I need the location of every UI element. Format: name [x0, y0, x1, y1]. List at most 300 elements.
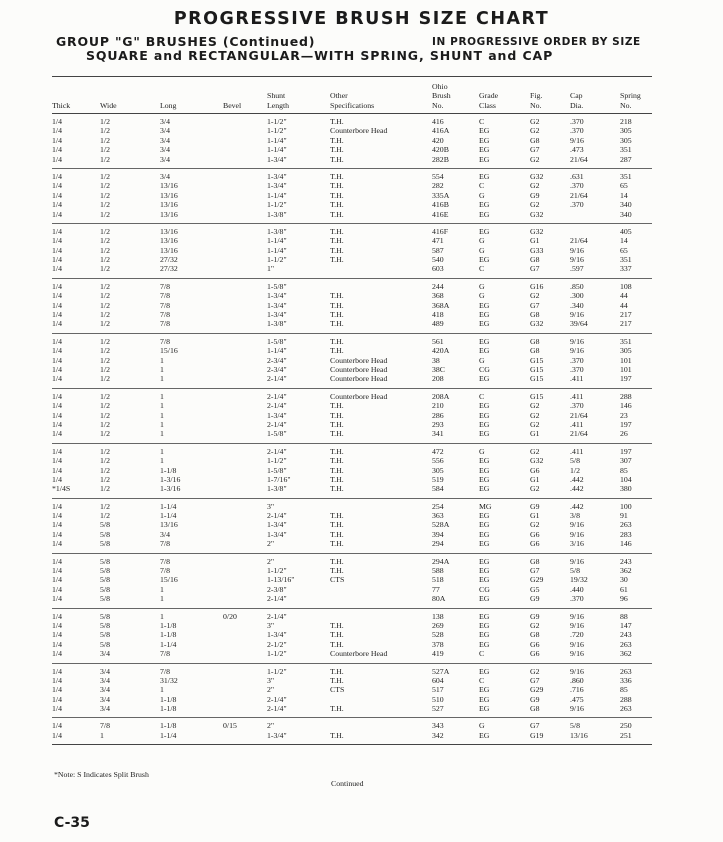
- table-row: [52, 172, 652, 181]
- table-cell: 13/16: [160, 209, 178, 219]
- table-cell: 1/4: [52, 135, 62, 145]
- table-cell: 1/4: [52, 539, 62, 549]
- table-cell: 263: [620, 520, 632, 530]
- table-cell: 368A: [432, 300, 450, 310]
- table-cell: 1/4: [52, 226, 62, 236]
- table-cell: 101: [620, 355, 632, 365]
- table-cell: T.H.: [330, 336, 344, 346]
- table-cell: EG: [479, 594, 490, 604]
- table-cell: T.H.: [330, 245, 344, 255]
- table-cell: 146: [620, 401, 632, 411]
- table-row: [52, 346, 652, 355]
- table-cell: T.H.: [330, 181, 344, 191]
- table-cell: 101: [620, 364, 632, 374]
- table-row: [52, 246, 652, 255]
- table-row: [52, 502, 652, 511]
- table-cell: 1/2: [100, 511, 110, 521]
- table-cell: 293: [432, 419, 444, 429]
- table-cell: 1/2: [100, 245, 110, 255]
- table-cell: 1/4: [52, 639, 62, 649]
- table-cell: 1-1/8: [160, 620, 177, 630]
- table-cell: T.H.: [330, 346, 344, 356]
- table-cell: 1: [160, 364, 164, 374]
- table-cell: 7/8: [160, 649, 170, 659]
- table-cell: 416E: [432, 209, 449, 219]
- table-cell: 1-1/4": [267, 236, 287, 246]
- table-cell: EG: [479, 529, 490, 539]
- table-cell: 5/8: [100, 584, 110, 594]
- table-cell: 517: [432, 685, 444, 695]
- table-cell: T.H.: [330, 456, 344, 466]
- table-cell: 1/2: [100, 355, 110, 365]
- table-cell: 1/4: [52, 456, 62, 466]
- table-cell: T.H.: [330, 226, 344, 236]
- table-cell: 351: [620, 336, 632, 346]
- table-cell: 1-1/8: [160, 465, 177, 475]
- table-cell: 7/8: [160, 566, 170, 576]
- table-cell: 1/2: [100, 456, 110, 466]
- table-cell: 13/16: [160, 520, 178, 530]
- table-cell: 39/64: [570, 319, 588, 329]
- table-cell: 1/2: [100, 501, 110, 511]
- table-cell: 27/32: [160, 255, 178, 265]
- table-cell: G9: [530, 694, 540, 704]
- table-cell: 362: [620, 566, 632, 576]
- table-cell: 287: [620, 154, 632, 164]
- table-cell: G9: [530, 190, 540, 200]
- table-cell: 1-1/2": [267, 126, 287, 136]
- table-cell: T.H.: [330, 539, 344, 549]
- table-cell: 13/16: [160, 200, 178, 210]
- table-cell: 1/2: [100, 484, 110, 494]
- table-cell: 1-1/2": [267, 566, 287, 576]
- table-body: [52, 114, 652, 745]
- table-cell: EG: [479, 374, 490, 384]
- table-row: [52, 667, 652, 676]
- table-cell: 21/64: [570, 429, 588, 439]
- table-cell: 1/2: [100, 255, 110, 265]
- table-cell: G15: [530, 374, 544, 384]
- table-cell: T.H.: [330, 209, 344, 219]
- table-cell: 1/2: [100, 446, 110, 456]
- table-cell: 7/8: [160, 336, 170, 346]
- table-cell: 288: [620, 694, 632, 704]
- table-cell: G6: [530, 465, 540, 475]
- table-cell: 7/8: [100, 721, 110, 731]
- table-cell: 528A: [432, 520, 450, 530]
- table-cell: .370: [570, 401, 584, 411]
- table-row: [52, 145, 652, 154]
- table-cell: 197: [620, 446, 632, 456]
- table-cell: EG: [479, 336, 490, 346]
- table-cell: T.H.: [330, 465, 344, 475]
- table-cell: 1-3/4": [267, 171, 287, 181]
- table-cell: 489: [432, 319, 444, 329]
- table-cell: 561: [432, 336, 444, 346]
- table-cell: 351: [620, 145, 632, 155]
- table-cell: 416: [432, 117, 444, 126]
- table-row: [52, 319, 652, 328]
- table-cell: 3/4: [100, 649, 110, 659]
- table-cell: 1-1/2": [267, 456, 287, 466]
- table-cell: 250: [620, 721, 632, 731]
- table-cell: 7/8: [160, 319, 170, 329]
- table-cell: G8: [530, 346, 540, 356]
- table-cell: 9/16: [570, 310, 584, 320]
- table-cell: 1-1/4: [160, 730, 177, 740]
- table-cell: 217: [620, 310, 632, 320]
- table-cell: 65: [620, 181, 628, 191]
- table-cell: .597: [570, 264, 584, 274]
- table-cell: 244: [432, 281, 444, 291]
- table-cell: EG: [479, 429, 490, 439]
- table-cell: 1/4: [52, 346, 62, 356]
- table-row: [52, 365, 652, 374]
- table-cell: 197: [620, 374, 632, 384]
- table-cell: T.H.: [330, 319, 344, 329]
- table-row: [52, 621, 652, 630]
- table-cell: G2: [530, 666, 540, 676]
- row-group: [52, 279, 652, 334]
- table-cell: 1/2: [100, 135, 110, 145]
- table-cell: 1-3/4": [267, 291, 287, 301]
- table-cell: T.H.: [330, 300, 344, 310]
- table-cell: G8: [530, 255, 540, 265]
- table-cell: 9/16: [570, 346, 584, 356]
- table-cell: 1-1/4: [160, 511, 177, 521]
- table-cell: EG: [479, 465, 490, 475]
- table-cell: 1/2: [100, 291, 110, 301]
- table-cell: C: [479, 264, 485, 274]
- column-header: Other Specifications: [330, 91, 375, 110]
- table-cell: 218: [620, 117, 632, 126]
- table-cell: T.H.: [330, 401, 344, 411]
- table-cell: 518: [432, 575, 444, 585]
- table-cell: 7/8: [160, 300, 170, 310]
- table-cell: 100: [620, 501, 632, 511]
- table-cell: 1/4: [52, 474, 62, 484]
- table-row: [52, 640, 652, 649]
- table-cell: EG: [479, 556, 490, 566]
- table-cell: .370: [570, 181, 584, 191]
- table-row: [52, 612, 652, 621]
- table-cell: T.H.: [330, 630, 344, 640]
- table-row: [52, 475, 652, 484]
- table-cell: 335A: [432, 190, 450, 200]
- table-cell: T.H.: [330, 474, 344, 484]
- table-cell: 1/2: [100, 236, 110, 246]
- table-cell: 1/2: [100, 181, 110, 191]
- table-cell: EG: [479, 630, 490, 640]
- table-cell: CG: [479, 584, 490, 594]
- table-cell: 65: [620, 245, 628, 255]
- table-row: [52, 210, 652, 219]
- table-cell: G7: [530, 300, 540, 310]
- table-cell: 1: [160, 685, 164, 695]
- table-cell: 1/4: [52, 364, 62, 374]
- table-cell: 420B: [432, 145, 449, 155]
- table-cell: 1/4: [52, 721, 62, 731]
- footnote: *Note: S Indicates Split Brush: [54, 770, 149, 779]
- table-cell: 1/4: [52, 419, 62, 429]
- table-cell: 420A: [432, 346, 450, 356]
- table-cell: EG: [479, 694, 490, 704]
- table-cell: 1-1/2": [267, 649, 287, 659]
- table-cell: 3": [267, 675, 275, 685]
- table-cell: 27/32: [160, 264, 178, 274]
- table-cell: .370: [570, 594, 584, 604]
- table-cell: 340: [620, 209, 632, 219]
- table-row: [52, 594, 652, 603]
- table-cell: 1/2: [570, 465, 580, 475]
- table-row: [52, 630, 652, 639]
- table-cell: 1/4: [52, 575, 62, 585]
- table-cell: EG: [479, 126, 490, 136]
- column-header: Thick: [52, 100, 71, 110]
- table-cell: G2: [530, 419, 540, 429]
- table-cell: 1/4: [52, 319, 62, 329]
- table-cell: .340: [570, 300, 584, 310]
- table-cell: EG: [479, 685, 490, 695]
- table-cell: EG: [479, 456, 490, 466]
- table-cell: 14: [620, 236, 628, 246]
- table-cell: 3": [267, 620, 275, 630]
- table-cell: G19: [530, 730, 544, 740]
- table-cell: Counterbore Head: [330, 391, 388, 401]
- table-cell: 2-3/4": [267, 355, 287, 365]
- table-cell: T.H.: [330, 419, 344, 429]
- subtitle-type: SQUARE and RECTANGULAR—WITH SPRING, SHUNT and CAP: [86, 48, 554, 63]
- table-cell: EG: [479, 319, 490, 329]
- table-cell: G7: [530, 566, 540, 576]
- row-group: [52, 114, 652, 169]
- table-cell: 263: [620, 666, 632, 676]
- table-cell: CTS: [330, 685, 345, 695]
- table-cell: 91: [620, 511, 628, 521]
- row-group: [52, 169, 652, 224]
- table-cell: T.H.: [330, 520, 344, 530]
- table-cell: EG: [479, 401, 490, 411]
- table-cell: 1/4: [52, 594, 62, 604]
- table-cell: 1/4: [52, 446, 62, 456]
- table-cell: 1-1/4": [267, 346, 287, 356]
- table-cell: 2-1/4": [267, 594, 287, 604]
- column-header: Fig. No.: [530, 91, 543, 110]
- table-cell: 1: [160, 456, 164, 466]
- table-row: [52, 456, 652, 465]
- table-cell: 341: [432, 429, 444, 439]
- table-cell: 1/4: [52, 649, 62, 659]
- table-cell: 1: [160, 410, 164, 420]
- table-cell: G2: [530, 410, 540, 420]
- table-cell: 1/4: [52, 264, 62, 274]
- table-cell: 104: [620, 474, 632, 484]
- table-cell: 1/4: [52, 245, 62, 255]
- table-cell: 1/2: [100, 364, 110, 374]
- table-cell: 1-1/8: [160, 704, 177, 714]
- table-cell: 1/4: [52, 300, 62, 310]
- table-cell: 30: [620, 575, 628, 585]
- table-cell: G2: [530, 181, 540, 191]
- table-cell: 2": [267, 721, 275, 731]
- table-cell: G29: [530, 575, 544, 585]
- table-cell: 1/4: [52, 520, 62, 530]
- table-cell: EG: [479, 575, 490, 585]
- table-cell: 1: [160, 401, 164, 411]
- row-group: [52, 389, 652, 444]
- table-cell: 44: [620, 291, 628, 301]
- table-cell: T.H.: [330, 639, 344, 649]
- table-cell: 3/4: [100, 694, 110, 704]
- table-cell: G2: [530, 520, 540, 530]
- subtitle-order: IN PROGRESSIVE ORDER BY SIZE: [432, 36, 641, 48]
- table-cell: G9: [530, 501, 540, 511]
- column-header: Wide: [100, 100, 117, 110]
- table-cell: 1/2: [100, 319, 110, 329]
- table-cell: G32: [530, 319, 544, 329]
- table-cell: 528: [432, 630, 444, 640]
- table-cell: 1-1/4": [267, 190, 287, 200]
- table-cell: 146: [620, 539, 632, 549]
- table-cell: 2-1/4": [267, 511, 287, 521]
- table-cell: EG: [479, 704, 490, 714]
- table-cell: .440: [570, 584, 584, 594]
- table-cell: 340: [620, 200, 632, 210]
- table-cell: 7/8: [160, 310, 170, 320]
- table-row: [52, 200, 652, 209]
- table-row: [52, 236, 652, 245]
- table-cell: 21/64: [570, 236, 588, 246]
- table-cell: G: [479, 236, 485, 246]
- table-cell: G2: [530, 126, 540, 136]
- table-cell: 1/2: [100, 117, 110, 126]
- table-cell: .860: [570, 675, 584, 685]
- table-cell: 1/2: [100, 300, 110, 310]
- table-cell: 1/4: [52, 145, 62, 155]
- table-cell: 1-7/16": [267, 474, 291, 484]
- table-cell: 1/4: [52, 556, 62, 566]
- table-cell: 1": [267, 264, 275, 274]
- row-group: [52, 554, 652, 609]
- table-cell: T.H.: [330, 145, 344, 155]
- table-cell: 1-3/4": [267, 154, 287, 164]
- table-row: [52, 291, 652, 300]
- table-row: [52, 392, 652, 401]
- table-cell: 1/2: [100, 419, 110, 429]
- table-cell: G32: [530, 171, 544, 181]
- table-cell: 9/16: [570, 135, 584, 145]
- table-cell: 0/15: [223, 721, 237, 731]
- table-cell: .850: [570, 281, 584, 291]
- table-cell: .370: [570, 355, 584, 365]
- table-cell: 5/8: [100, 594, 110, 604]
- table-cell: G2: [530, 291, 540, 301]
- table-cell: 197: [620, 419, 632, 429]
- table-cell: 5/8: [570, 566, 580, 576]
- table-cell: 208: [432, 374, 444, 384]
- table-row: [52, 731, 652, 740]
- table-cell: 405: [620, 226, 632, 236]
- table-cell: 394: [432, 529, 444, 539]
- table-cell: 1-1/8: [160, 721, 177, 731]
- table-cell: *1/4S: [52, 484, 71, 494]
- table-cell: 44: [620, 300, 628, 310]
- table-cell: G: [479, 190, 485, 200]
- table-cell: EG: [479, 620, 490, 630]
- table-cell: G2: [530, 200, 540, 210]
- table-cell: 2-1/4": [267, 704, 287, 714]
- table-cell: G2: [530, 446, 540, 456]
- table-cell: 1-3/8": [267, 226, 287, 236]
- table-cell: 7/8: [160, 281, 170, 291]
- table-cell: T.H.: [330, 410, 344, 420]
- table-cell: 1: [160, 355, 164, 365]
- table-cell: 1-1/4": [267, 245, 287, 255]
- table-row: [52, 676, 652, 685]
- table-cell: 15/16: [160, 575, 178, 585]
- table-cell: 9/16: [570, 255, 584, 265]
- table-cell: 305: [620, 346, 632, 356]
- table-cell: 336: [620, 675, 632, 685]
- table-cell: 3/4: [160, 529, 170, 539]
- row-group: [52, 609, 652, 664]
- table-cell: G1: [530, 236, 540, 246]
- table-cell: 5/8: [100, 639, 110, 649]
- table-cell: 9/16: [570, 245, 584, 255]
- table-row: [52, 539, 652, 548]
- table-cell: .716: [570, 685, 584, 695]
- table-cell: .473: [570, 145, 584, 155]
- table-cell: EG: [479, 171, 490, 181]
- table-cell: 1-3/4": [267, 520, 287, 530]
- table-cell: .720: [570, 630, 584, 640]
- table-cell: 1/2: [100, 171, 110, 181]
- table-cell: 282: [432, 181, 444, 191]
- table-cell: 1/4: [52, 291, 62, 301]
- table-cell: G1: [530, 429, 540, 439]
- table-cell: G8: [530, 336, 540, 346]
- table-cell: 5/8: [100, 520, 110, 530]
- table-cell: 3/4: [160, 154, 170, 164]
- table-cell: 254: [432, 501, 444, 511]
- table-cell: 13/16: [160, 181, 178, 191]
- table-cell: 138: [432, 611, 444, 621]
- table-cell: 1-1/2": [267, 666, 287, 676]
- row-group: [52, 499, 652, 554]
- table-cell: 1/2: [100, 474, 110, 484]
- table-cell: 1-1/8: [160, 630, 177, 640]
- table-cell: 1/4: [52, 584, 62, 594]
- table-cell: EG: [479, 310, 490, 320]
- table-cell: 1/4: [52, 190, 62, 200]
- table-row: [52, 401, 652, 410]
- table-row: [52, 255, 652, 264]
- table-row: [52, 649, 652, 658]
- table-cell: G8: [530, 630, 540, 640]
- table-cell: 351: [620, 255, 632, 265]
- table-cell: 416A: [432, 126, 450, 136]
- table-cell: 80A: [432, 594, 446, 604]
- table-cell: 362: [620, 649, 632, 659]
- table-cell: EG: [479, 145, 490, 155]
- table-cell: 1-3/4": [267, 630, 287, 640]
- table-cell: T.H.: [330, 704, 344, 714]
- table-cell: 269: [432, 620, 444, 630]
- table-cell: 217: [620, 319, 632, 329]
- table-row: [52, 704, 652, 713]
- table-cell: 9/16: [570, 639, 584, 649]
- table-cell: 1/4: [52, 401, 62, 411]
